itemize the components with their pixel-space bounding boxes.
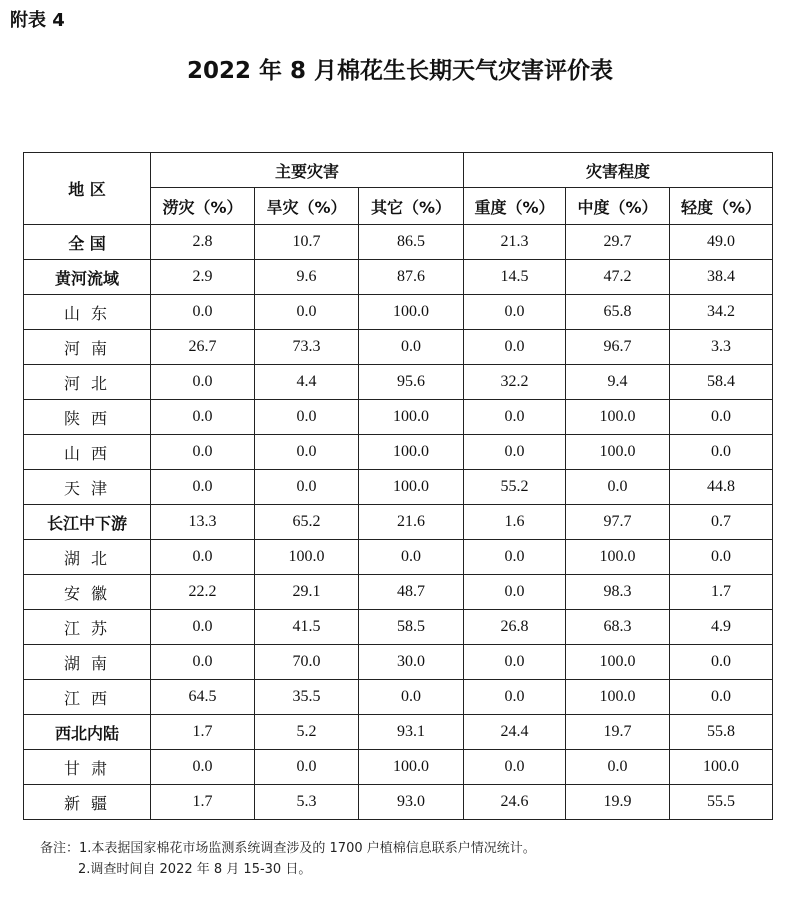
region-cell: 山 东 <box>24 295 151 330</box>
table-row <box>24 680 773 715</box>
value-cell: 0.0 <box>670 400 773 435</box>
value-cell: 100.0 <box>566 400 670 435</box>
table-row <box>24 645 773 680</box>
value-cell: 100.0 <box>359 295 464 330</box>
table-row <box>24 750 773 785</box>
value-cell: 0.0 <box>670 680 773 715</box>
value-cell: 4.9 <box>670 610 773 645</box>
value-cell: 32.2 <box>464 365 566 400</box>
value-cell: 100.0 <box>359 400 464 435</box>
table-row <box>24 225 773 260</box>
value-cell: 5.3 <box>255 785 359 820</box>
region-cell: 西北内陆 <box>24 715 151 750</box>
value-cell: 49.0 <box>670 225 773 260</box>
value-cell: 19.9 <box>566 785 670 820</box>
value-cell: 5.2 <box>255 715 359 750</box>
value-cell: 0.0 <box>255 750 359 785</box>
value-cell: 47.2 <box>566 260 670 295</box>
value-cell: 2.8 <box>151 225 255 260</box>
value-cell: 0.0 <box>464 750 566 785</box>
disaster-table <box>23 152 773 820</box>
value-cell: 100.0 <box>359 750 464 785</box>
value-cell: 0.0 <box>464 540 566 575</box>
value-cell: 0.0 <box>359 330 464 365</box>
notes <box>40 838 536 880</box>
value-cell: 55.5 <box>670 785 773 820</box>
value-cell: 1.7 <box>151 785 255 820</box>
header-col: 轻度（%） <box>670 188 773 225</box>
value-cell: 0.0 <box>670 540 773 575</box>
header-col: 中度（%） <box>566 188 670 225</box>
region-cell: 新 疆 <box>24 785 151 820</box>
value-cell: 95.6 <box>359 365 464 400</box>
table-row <box>24 435 773 470</box>
value-cell: 10.7 <box>255 225 359 260</box>
value-cell: 0.0 <box>151 610 255 645</box>
region-cell: 河 南 <box>24 330 151 365</box>
value-cell: 0.0 <box>151 470 255 505</box>
value-cell: 58.5 <box>359 610 464 645</box>
value-cell: 100.0 <box>255 540 359 575</box>
value-cell: 22.2 <box>151 575 255 610</box>
region-cell: 湖 北 <box>24 540 151 575</box>
value-cell: 0.0 <box>359 680 464 715</box>
value-cell: 3.3 <box>670 330 773 365</box>
header-disaster-degree: 灾害程度 <box>464 153 773 188</box>
value-cell: 0.0 <box>566 470 670 505</box>
value-cell: 0.0 <box>151 435 255 470</box>
region-cell: 安 徽 <box>24 575 151 610</box>
region-cell: 河 北 <box>24 365 151 400</box>
table-row <box>24 505 773 540</box>
value-cell: 100.0 <box>670 750 773 785</box>
value-cell: 70.0 <box>255 645 359 680</box>
table-row <box>24 295 773 330</box>
value-cell: 86.5 <box>359 225 464 260</box>
value-cell: 1.7 <box>151 715 255 750</box>
value-cell: 21.6 <box>359 505 464 540</box>
value-cell: 26.7 <box>151 330 255 365</box>
value-cell: 0.0 <box>464 330 566 365</box>
value-cell: 9.4 <box>566 365 670 400</box>
value-cell: 58.4 <box>670 365 773 400</box>
value-cell: 0.0 <box>151 750 255 785</box>
value-cell: 93.1 <box>359 715 464 750</box>
value-cell: 65.2 <box>255 505 359 540</box>
value-cell: 0.0 <box>151 295 255 330</box>
value-cell: 0.0 <box>464 400 566 435</box>
value-cell: 24.6 <box>464 785 566 820</box>
value-cell: 0.0 <box>151 540 255 575</box>
header-col: 涝灾（%） <box>151 188 255 225</box>
value-cell: 0.7 <box>670 505 773 540</box>
value-cell: 0.0 <box>670 435 773 470</box>
value-cell: 96.7 <box>566 330 670 365</box>
header-col: 其它（%） <box>359 188 464 225</box>
value-cell: 100.0 <box>566 680 670 715</box>
value-cell: 0.0 <box>255 435 359 470</box>
value-cell: 0.0 <box>151 400 255 435</box>
value-cell: 97.7 <box>566 505 670 540</box>
region-cell: 黄河流域 <box>24 260 151 295</box>
value-cell: 68.3 <box>566 610 670 645</box>
value-cell: 48.7 <box>359 575 464 610</box>
header-region: 地 区 <box>24 153 151 225</box>
value-cell: 1.7 <box>670 575 773 610</box>
value-cell: 35.5 <box>255 680 359 715</box>
table-row <box>24 785 773 820</box>
region-cell: 甘 肃 <box>24 750 151 785</box>
header-col: 重度（%） <box>464 188 566 225</box>
value-cell: 26.8 <box>464 610 566 645</box>
appendix-label: 附表 4 <box>10 10 65 31</box>
value-cell: 29.1 <box>255 575 359 610</box>
value-cell: 100.0 <box>566 540 670 575</box>
value-cell: 100.0 <box>359 470 464 505</box>
value-cell: 0.0 <box>151 365 255 400</box>
value-cell: 55.2 <box>464 470 566 505</box>
value-cell: 9.6 <box>255 260 359 295</box>
value-cell: 0.0 <box>464 575 566 610</box>
note-line: 2.调查时间自 2022 年 8 月 15-30 日。 <box>78 862 312 877</box>
table-row <box>24 575 773 610</box>
table-row <box>24 715 773 750</box>
value-cell: 100.0 <box>359 435 464 470</box>
value-cell: 21.3 <box>464 225 566 260</box>
value-cell: 55.8 <box>670 715 773 750</box>
region-cell: 全 国 <box>24 225 151 260</box>
value-cell: 30.0 <box>359 645 464 680</box>
value-cell: 19.7 <box>566 715 670 750</box>
value-cell: 93.0 <box>359 785 464 820</box>
table-row <box>24 470 773 505</box>
value-cell: 0.0 <box>566 750 670 785</box>
value-cell: 73.3 <box>255 330 359 365</box>
value-cell: 1.6 <box>464 505 566 540</box>
value-cell: 65.8 <box>566 295 670 330</box>
value-cell: 4.4 <box>255 365 359 400</box>
table-row <box>24 330 773 365</box>
value-cell: 34.2 <box>670 295 773 330</box>
table-row <box>24 260 773 295</box>
table-row <box>24 365 773 400</box>
value-cell: 13.3 <box>151 505 255 540</box>
header-main-disaster: 主要灾害 <box>151 153 464 188</box>
value-cell: 0.0 <box>464 295 566 330</box>
value-cell: 100.0 <box>566 645 670 680</box>
value-cell: 41.5 <box>255 610 359 645</box>
value-cell: 100.0 <box>566 435 670 470</box>
value-cell: 0.0 <box>255 295 359 330</box>
header-col: 旱灾（%） <box>255 188 359 225</box>
value-cell: 0.0 <box>464 680 566 715</box>
value-cell: 29.7 <box>566 225 670 260</box>
note-line: 备注：1.本表据国家棉花市场监测系统调查涉及的 1700 户植棉信息联系户情况统计。 <box>40 841 536 856</box>
region-cell: 长江中下游 <box>24 505 151 540</box>
table-row <box>24 540 773 575</box>
value-cell: 87.6 <box>359 260 464 295</box>
value-cell: 44.8 <box>670 470 773 505</box>
value-cell: 0.0 <box>464 435 566 470</box>
value-cell: 2.9 <box>151 260 255 295</box>
region-cell: 天 津 <box>24 470 151 505</box>
value-cell: 64.5 <box>151 680 255 715</box>
region-cell: 江 西 <box>24 680 151 715</box>
value-cell: 14.5 <box>464 260 566 295</box>
region-cell: 陕 西 <box>24 400 151 435</box>
value-cell: 38.4 <box>670 260 773 295</box>
value-cell: 0.0 <box>670 645 773 680</box>
value-cell: 0.0 <box>255 470 359 505</box>
region-cell: 湖 南 <box>24 645 151 680</box>
page-title: 2022 年 8 月棉花生长期天气灾害评价表 <box>186 58 614 84</box>
value-cell: 24.4 <box>464 715 566 750</box>
region-cell: 山 西 <box>24 435 151 470</box>
value-cell: 0.0 <box>255 400 359 435</box>
value-cell: 0.0 <box>359 540 464 575</box>
table-row <box>24 610 773 645</box>
value-cell: 0.0 <box>464 645 566 680</box>
region-cell: 江 苏 <box>24 610 151 645</box>
table-row <box>24 400 773 435</box>
value-cell: 98.3 <box>566 575 670 610</box>
value-cell: 0.0 <box>151 645 255 680</box>
